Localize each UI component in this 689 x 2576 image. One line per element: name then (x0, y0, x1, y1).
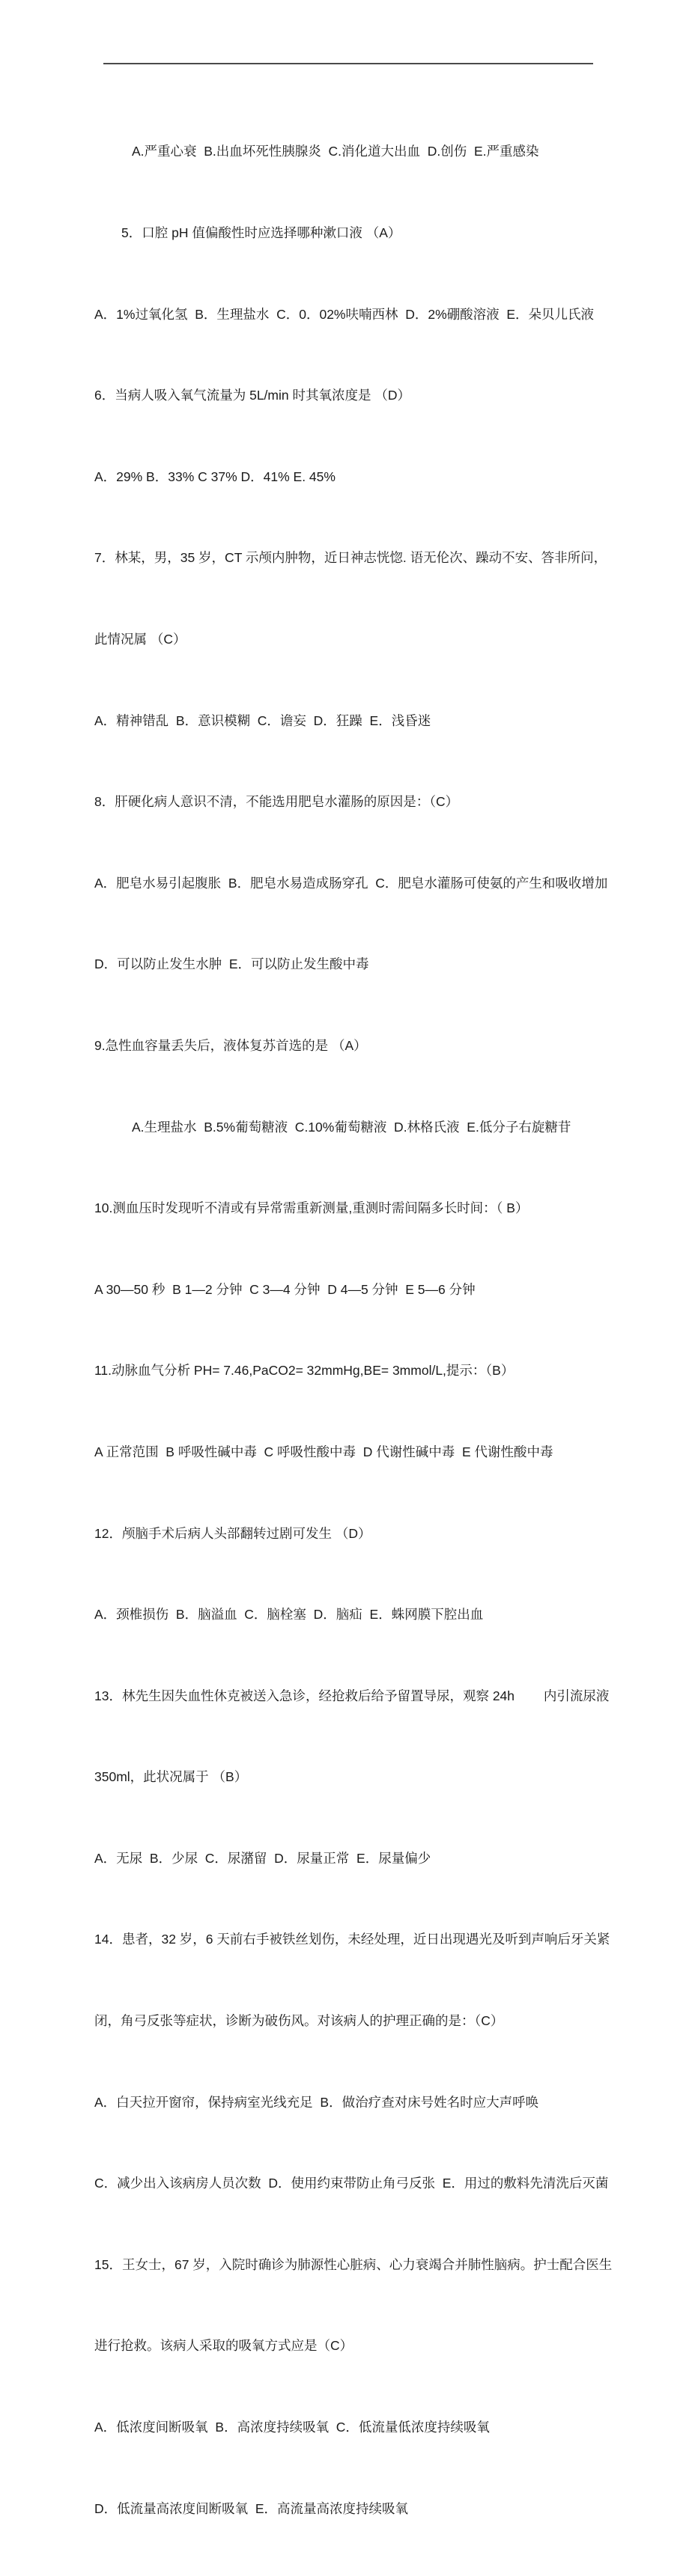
question-7-continuation: 此情况属 （C） (94, 631, 186, 647)
question-9-line: 9.急性血容量丢失后，液体复苏首选的是 （A） (94, 1037, 367, 1053)
question-8-line: 8．肝硬化病人意识不清，不能选用肥皂水灌肠的原因是：（C） (94, 794, 459, 810)
options-line: A．精神错乱 B．意识模糊 C．谵妄 D．狂躁 E．浅昏迷 (94, 712, 431, 728)
header-rule-divider (103, 63, 593, 64)
options-line: A．无尿 B．少尿 C．尿潴留 D．尿量正常 E．尿量偏少 (94, 1850, 431, 1866)
question-15-line: 15．王女士，67 岁，入院时确诊为肺源性心脏病、心力衰竭合并肺性脑病。护士配合医生 (94, 2256, 613, 2272)
options-line: A．29% B．33% C 37% D．41% E. 45% (94, 468, 336, 484)
question-7-line: 7．林某，男，35 岁，CT 示颅内肿物，近日神志恍惚. 语无伦次、躁动不安、答非所问， (94, 550, 607, 566)
options-line: A 30—50 秒 B 1—2 分钟 C 3—4 分钟 D 4—5 分钟 E 5—6 分钟 (94, 1281, 476, 1297)
question-5-line: 5．口腔 pH 值偏酸性时应选择哪种漱口液 （A） (121, 225, 401, 240)
options-line: A．颈椎损伤 B．脑溢血 C．脑栓塞 D．脑疝 E．蛛网膜下腔出血 (94, 1607, 484, 1623)
question-6-line: 6．当病人吸入氧气流量为 5L/min 时其氧浓度是 （D） (94, 388, 410, 403)
question-13-line: 13．林先生因失血性休克被送入急诊，经抢救后给予留置导尿，观察 24h 内引流尿液 (94, 1688, 610, 1703)
options-line: D．低流量高浓度间断吸氧 E．高流量高浓度持续吸氧 (94, 2500, 409, 2516)
options-line: A．低浓度间断吸氧 B．高浓度持续吸氧 C．低流量低浓度持续吸氧 (94, 2420, 490, 2435)
options-line: A．1%过氧化氢 B．生理盐水 C．0．02%呋喃西林 D．2%硼酸溶液 E．朵贝儿氏液 (94, 306, 595, 322)
document-content (94, 84, 613, 2576)
options-line: D．可以防止发生水肿 E．可以防止发生酸中毒 (94, 956, 369, 972)
question-10-line: 10.测血压时发现听不清或有异常需重新测量,重测时需间隔多长时间：（ B） (94, 1200, 529, 1216)
options-line: C．减少出入该病房人员次数 D．使用约束带防止角弓反张 E．用过的敷料先清洗后灭菌 (94, 2176, 609, 2191)
options-line: A．白天拉开窗帘，保持病室光线充足 B．做治疗查对床号姓名时应大声呼唤 (94, 2094, 539, 2110)
question-11-line: 11.动脉血气分析 PH= 7.46,PaCO2= 32mmHg,BE= 3mmol/L,提示：（B） (94, 1363, 515, 1379)
options-line: A．肥皂水易引起腹胀 B．肥皂水易造成肠穿孔 C．肥皂水灌肠可使氨的产生和吸收增加 (94, 875, 608, 891)
options-line: A 正常范围 B 呼吸性碱中毒 C 呼吸性酸中毒 D 代谢性碱中毒 E 代谢性酸中毒 (94, 1444, 553, 1459)
question-15-continuation: 进行抢救。该病人采取的吸氧方式应是（C） (94, 2338, 353, 2354)
question-14-continuation: 闭，角弓反张等症状，诊断为破伤风。对该病人的护理正确的是：（C） (94, 2013, 504, 2029)
options-line: A.生理盐水 B.5%葡萄糖液 C.10%葡萄糖液 D.林格氏液 E.低分子右旋糖苷 (132, 1119, 571, 1135)
options-line: A.严重心衰 B.出血坏死性胰腺炎 C.消化道大出血 D.创伤 E.严重感染 (132, 144, 539, 159)
question-12-line: 12．颅脑手术后病人头部翻转过剧可发生 （D） (94, 1525, 371, 1541)
question-13-continuation: 350ml，此状况属于 （B） (94, 1769, 248, 1785)
question-14-line: 14．患者，32 岁，6 天前右手被铁丝划伤，未经处理，近日出现遇光及听到声响后牙关紧 (94, 1932, 610, 1947)
